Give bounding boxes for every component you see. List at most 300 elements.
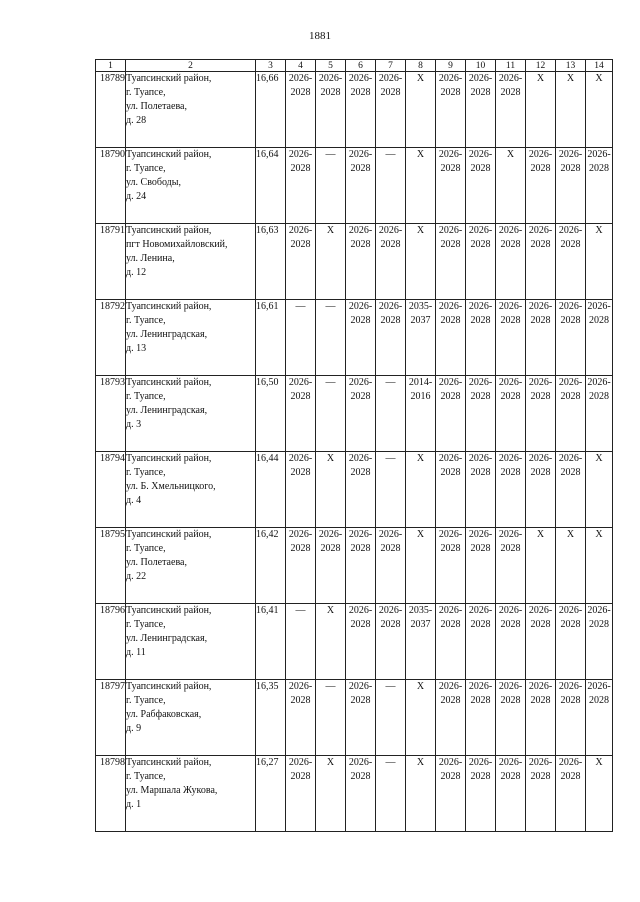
period-cell bbox=[346, 452, 376, 528]
address-line: д. 1 bbox=[126, 799, 142, 810]
period-value: 2026- 2028 bbox=[378, 73, 403, 98]
record-number: 18790 bbox=[96, 148, 126, 224]
period-value: 2026- 2028 bbox=[498, 377, 523, 402]
period-cell bbox=[466, 452, 496, 528]
period-value: 2026- 2028 bbox=[528, 225, 553, 250]
period-cell bbox=[496, 148, 526, 224]
period-value: 2026- 2028 bbox=[438, 605, 463, 630]
period-value: X bbox=[416, 529, 425, 540]
period-cell bbox=[436, 224, 466, 300]
address-line: г. Туапсе, bbox=[126, 87, 166, 98]
period-cell bbox=[556, 376, 586, 452]
period-value: X bbox=[326, 453, 335, 464]
period-value: 2026- 2028 bbox=[468, 529, 493, 554]
period-cell bbox=[286, 756, 316, 832]
period-cell bbox=[436, 72, 466, 148]
period-cell bbox=[466, 72, 496, 148]
period-value: 2026- 2028 bbox=[288, 681, 313, 706]
address-cell bbox=[126, 528, 256, 604]
period-cell bbox=[556, 528, 586, 604]
period-cell bbox=[496, 376, 526, 452]
address-line: ул. Свободы, bbox=[126, 177, 181, 188]
period-cell bbox=[316, 224, 346, 300]
period-value: 2026- 2028 bbox=[558, 453, 583, 478]
period-cell bbox=[556, 148, 586, 224]
period-value: — bbox=[325, 149, 336, 160]
period-value: 2026- 2028 bbox=[587, 377, 611, 402]
period-value: 2026- 2028 bbox=[558, 377, 583, 402]
period-cell bbox=[526, 376, 556, 452]
address-line: г. Туапсе, bbox=[126, 163, 166, 174]
address-line: д. 13 bbox=[126, 343, 147, 354]
period-value: 2026- 2028 bbox=[438, 681, 463, 706]
period-value: X bbox=[566, 73, 575, 84]
period-cell bbox=[346, 148, 376, 224]
period-cell bbox=[586, 376, 613, 452]
address-line: г. Туапсе, bbox=[126, 543, 166, 554]
period-value: 2026- 2028 bbox=[587, 149, 611, 174]
period-cell bbox=[526, 148, 556, 224]
column-header: 7 bbox=[376, 60, 406, 72]
period-value: 2026- 2028 bbox=[378, 301, 403, 326]
period-value: X bbox=[416, 225, 425, 236]
period-value: 2026- 2028 bbox=[348, 73, 373, 98]
period-value: X bbox=[595, 73, 603, 84]
period-cell bbox=[286, 224, 316, 300]
period-cell bbox=[436, 148, 466, 224]
period-cell bbox=[526, 528, 556, 604]
period-value: 2026- 2028 bbox=[498, 301, 523, 326]
period-value: 2026- 2028 bbox=[558, 225, 583, 250]
address-line: Туапсинский район, bbox=[126, 453, 212, 464]
period-cell bbox=[526, 452, 556, 528]
area-value: 16,61 bbox=[256, 300, 286, 376]
period-value: 2026- 2028 bbox=[528, 377, 553, 402]
period-cell bbox=[556, 72, 586, 148]
area-value: 16,35 bbox=[256, 680, 286, 756]
period-cell bbox=[586, 680, 613, 756]
period-value: 2026- 2028 bbox=[348, 605, 373, 630]
period-cell bbox=[316, 452, 346, 528]
period-value: 2026- 2028 bbox=[587, 301, 611, 326]
period-value: 2014- 2016 bbox=[408, 377, 433, 402]
period-cell bbox=[406, 148, 436, 224]
period-cell bbox=[526, 300, 556, 376]
period-cell bbox=[496, 224, 526, 300]
period-value: 2026- 2028 bbox=[378, 605, 403, 630]
column-header: 3 bbox=[256, 60, 286, 72]
table-row bbox=[96, 756, 613, 832]
period-value: 2026- 2028 bbox=[288, 73, 313, 98]
period-value: — bbox=[385, 757, 396, 768]
period-cell bbox=[316, 300, 346, 376]
period-cell bbox=[346, 224, 376, 300]
column-header: 8 bbox=[406, 60, 436, 72]
area-value: 16,44 bbox=[256, 452, 286, 528]
period-cell bbox=[286, 528, 316, 604]
period-value: X bbox=[416, 453, 425, 464]
period-cell bbox=[496, 300, 526, 376]
period-value: 2026- 2028 bbox=[438, 757, 463, 782]
period-cell bbox=[406, 528, 436, 604]
period-value: X bbox=[326, 225, 335, 236]
period-value: 2026- 2028 bbox=[498, 73, 523, 98]
address-cell bbox=[126, 756, 256, 832]
period-value: 2026- 2028 bbox=[498, 453, 523, 478]
period-value: 2026- 2028 bbox=[528, 757, 553, 782]
period-value: 2026- 2028 bbox=[348, 529, 373, 554]
period-value: 2026- 2028 bbox=[348, 757, 373, 782]
period-cell bbox=[586, 604, 613, 680]
period-value: 2026- 2028 bbox=[528, 605, 553, 630]
period-value: 2026- 2028 bbox=[587, 605, 611, 630]
period-cell bbox=[316, 376, 346, 452]
address-line: д. 28 bbox=[126, 115, 147, 126]
period-value: — bbox=[385, 681, 396, 692]
period-cell bbox=[406, 604, 436, 680]
column-header: 6 bbox=[346, 60, 376, 72]
period-value: 2026- 2028 bbox=[438, 377, 463, 402]
period-cell bbox=[376, 224, 406, 300]
period-cell bbox=[556, 452, 586, 528]
address-line: д. 12 bbox=[126, 267, 147, 278]
area-value: 16,41 bbox=[256, 604, 286, 680]
period-cell bbox=[436, 680, 466, 756]
address-line: ул. Рабфаковская, bbox=[126, 709, 202, 720]
period-value: 2026- 2028 bbox=[528, 149, 553, 174]
period-cell bbox=[376, 300, 406, 376]
address-line: г. Туапсе, bbox=[126, 771, 166, 782]
period-value: 2026- 2028 bbox=[468, 605, 493, 630]
period-cell bbox=[496, 452, 526, 528]
period-cell bbox=[496, 72, 526, 148]
period-cell bbox=[436, 376, 466, 452]
area-value: 16,64 bbox=[256, 148, 286, 224]
period-cell bbox=[556, 224, 586, 300]
address-line: г. Туапсе, bbox=[126, 695, 166, 706]
period-cell bbox=[286, 452, 316, 528]
period-value: 2026- 2028 bbox=[528, 453, 553, 478]
period-value: X bbox=[326, 757, 335, 768]
period-value: — bbox=[295, 301, 306, 312]
period-cell bbox=[466, 604, 496, 680]
address-cell bbox=[126, 604, 256, 680]
period-value: 2026- 2028 bbox=[468, 225, 493, 250]
period-value: 2026- 2028 bbox=[468, 73, 493, 98]
area-value: 16,66 bbox=[256, 72, 286, 148]
period-value: X bbox=[595, 453, 603, 464]
period-cell bbox=[346, 376, 376, 452]
period-value: X bbox=[566, 529, 575, 540]
address-cell bbox=[126, 224, 256, 300]
address-line: Туапсинский район, bbox=[126, 529, 212, 540]
register-table bbox=[95, 59, 613, 832]
column-header: 9 bbox=[436, 60, 466, 72]
table-row bbox=[96, 604, 613, 680]
period-value: — bbox=[325, 681, 336, 692]
period-cell bbox=[526, 680, 556, 756]
period-cell bbox=[376, 72, 406, 148]
table-row bbox=[96, 148, 613, 224]
period-cell bbox=[436, 300, 466, 376]
record-number: 18797 bbox=[96, 680, 126, 756]
address-line: Туапсинский район, bbox=[126, 301, 212, 312]
address-cell bbox=[126, 300, 256, 376]
address-line: г. Туапсе, bbox=[126, 619, 166, 630]
period-value: 2026- 2028 bbox=[468, 453, 493, 478]
period-value: X bbox=[416, 681, 425, 692]
period-value: 2026- 2028 bbox=[378, 529, 403, 554]
record-number: 18798 bbox=[96, 756, 126, 832]
table-row bbox=[96, 376, 613, 452]
address-line: Туапсинский район, bbox=[126, 757, 212, 768]
period-value: 2026- 2028 bbox=[288, 377, 313, 402]
period-value: 2026- 2028 bbox=[498, 757, 523, 782]
address-line: д. 11 bbox=[126, 647, 146, 658]
period-cell bbox=[286, 680, 316, 756]
page-number: 1881 bbox=[309, 30, 331, 42]
period-cell bbox=[286, 376, 316, 452]
period-value: — bbox=[325, 301, 336, 312]
period-cell bbox=[496, 680, 526, 756]
period-value: 2026- 2028 bbox=[587, 681, 611, 706]
period-value: — bbox=[385, 149, 396, 160]
period-value: 2026- 2028 bbox=[468, 377, 493, 402]
period-value: 2026- 2028 bbox=[438, 453, 463, 478]
period-value: 2026- 2028 bbox=[558, 605, 583, 630]
period-value: 2026- 2028 bbox=[498, 225, 523, 250]
period-value: 2026- 2028 bbox=[558, 681, 583, 706]
address-line: д. 24 bbox=[126, 191, 147, 202]
period-value: 2026- 2028 bbox=[438, 301, 463, 326]
period-value: 2026- 2028 bbox=[288, 149, 313, 174]
period-value: X bbox=[326, 605, 335, 616]
address-line: ул. Полетаева, bbox=[126, 101, 187, 112]
period-value: X bbox=[536, 73, 545, 84]
period-value: 2026- 2028 bbox=[348, 149, 373, 174]
period-value: X bbox=[416, 149, 425, 160]
period-cell bbox=[376, 528, 406, 604]
period-cell bbox=[346, 680, 376, 756]
address-line: ул. Ленина, bbox=[126, 253, 175, 264]
period-cell bbox=[316, 756, 346, 832]
period-cell bbox=[586, 148, 613, 224]
period-cell bbox=[526, 224, 556, 300]
address-line: г. Туапсе, bbox=[126, 391, 166, 402]
table-row bbox=[96, 300, 613, 376]
period-cell bbox=[376, 452, 406, 528]
period-value: 2026- 2028 bbox=[468, 301, 493, 326]
period-cell bbox=[286, 72, 316, 148]
column-header: 11 bbox=[496, 60, 526, 72]
period-cell bbox=[496, 604, 526, 680]
period-value: 2026- 2028 bbox=[318, 73, 343, 98]
period-value: X bbox=[595, 757, 603, 768]
period-value: 2026- 2028 bbox=[558, 149, 583, 174]
period-cell bbox=[376, 148, 406, 224]
area-value: 16,63 bbox=[256, 224, 286, 300]
period-cell bbox=[466, 376, 496, 452]
record-number: 18793 bbox=[96, 376, 126, 452]
column-header: 14 bbox=[586, 60, 613, 72]
address-line: ул. Ленинградская, bbox=[126, 633, 208, 644]
period-value: X bbox=[536, 529, 545, 540]
period-value: 2026- 2028 bbox=[438, 73, 463, 98]
record-number: 18791 bbox=[96, 224, 126, 300]
period-cell bbox=[586, 756, 613, 832]
period-value: 2026- 2028 bbox=[558, 301, 583, 326]
period-value: 2026- 2028 bbox=[498, 681, 523, 706]
record-number: 18792 bbox=[96, 300, 126, 376]
period-cell bbox=[556, 604, 586, 680]
address-cell bbox=[126, 452, 256, 528]
period-cell bbox=[316, 680, 346, 756]
period-cell bbox=[586, 224, 613, 300]
period-cell bbox=[316, 72, 346, 148]
period-cell bbox=[316, 148, 346, 224]
address-line: д. 9 bbox=[126, 723, 142, 734]
column-header: 10 bbox=[466, 60, 496, 72]
period-value: 2035- 2037 bbox=[408, 605, 433, 630]
column-header-row bbox=[96, 60, 613, 72]
period-cell bbox=[346, 604, 376, 680]
address-line: г. Туапсе, bbox=[126, 467, 166, 478]
period-value: 2026- 2028 bbox=[288, 529, 313, 554]
period-cell bbox=[526, 756, 556, 832]
address-cell bbox=[126, 148, 256, 224]
period-cell bbox=[406, 756, 436, 832]
period-cell bbox=[406, 300, 436, 376]
period-cell bbox=[436, 604, 466, 680]
record-number: 18796 bbox=[96, 604, 126, 680]
record-number: 18794 bbox=[96, 452, 126, 528]
period-cell bbox=[466, 756, 496, 832]
period-cell bbox=[556, 300, 586, 376]
period-cell bbox=[406, 452, 436, 528]
period-value: 2026- 2028 bbox=[558, 757, 583, 782]
period-cell bbox=[466, 528, 496, 604]
period-cell bbox=[406, 72, 436, 148]
address-cell bbox=[126, 72, 256, 148]
period-cell bbox=[286, 148, 316, 224]
address-line: пгт Новомихайловский, bbox=[126, 239, 228, 250]
address-line: Туапсинский район, bbox=[126, 225, 212, 236]
period-value: 2035- 2037 bbox=[408, 301, 433, 326]
period-value: X bbox=[595, 529, 603, 540]
period-value: — bbox=[385, 377, 396, 388]
period-value: 2026- 2028 bbox=[438, 529, 463, 554]
period-cell bbox=[526, 72, 556, 148]
period-cell bbox=[556, 680, 586, 756]
period-value: 2026- 2028 bbox=[288, 225, 313, 250]
period-cell bbox=[286, 300, 316, 376]
address-line: ул. Маршала Жукова, bbox=[126, 785, 218, 796]
period-cell bbox=[346, 300, 376, 376]
period-cell bbox=[466, 680, 496, 756]
column-header: 1 bbox=[96, 60, 126, 72]
period-cell bbox=[556, 756, 586, 832]
period-cell bbox=[316, 604, 346, 680]
address-line: ул. Ленинградская, bbox=[126, 329, 208, 340]
period-cell bbox=[376, 376, 406, 452]
period-cell bbox=[436, 452, 466, 528]
record-number: 18789 bbox=[96, 72, 126, 148]
address-line: Туапсинский район, bbox=[126, 377, 212, 388]
period-value: 2026- 2028 bbox=[348, 453, 373, 478]
period-cell bbox=[406, 376, 436, 452]
period-cell bbox=[406, 680, 436, 756]
address-cell bbox=[126, 376, 256, 452]
column-header: 4 bbox=[286, 60, 316, 72]
period-value: — bbox=[385, 453, 396, 464]
address-line: ул. Полетаева, bbox=[126, 557, 187, 568]
address-line: ул. Б. Хмельницкого, bbox=[126, 481, 216, 492]
period-value: 2026- 2028 bbox=[348, 301, 373, 326]
period-cell bbox=[526, 604, 556, 680]
address-line: д. 3 bbox=[126, 419, 142, 430]
period-cell bbox=[316, 528, 346, 604]
period-cell bbox=[406, 224, 436, 300]
period-cell bbox=[466, 300, 496, 376]
period-cell bbox=[496, 756, 526, 832]
address-line: д. 22 bbox=[126, 571, 147, 582]
period-value: 2026- 2028 bbox=[438, 225, 463, 250]
area-value: 16,50 bbox=[256, 376, 286, 452]
period-cell bbox=[466, 224, 496, 300]
period-value: 2026- 2028 bbox=[468, 681, 493, 706]
table-row bbox=[96, 72, 613, 148]
period-value: 2026- 2028 bbox=[318, 529, 343, 554]
table-row bbox=[96, 224, 613, 300]
column-header: 13 bbox=[556, 60, 586, 72]
period-cell bbox=[436, 756, 466, 832]
record-number: 18795 bbox=[96, 528, 126, 604]
period-cell bbox=[286, 604, 316, 680]
period-value: 2026- 2028 bbox=[288, 453, 313, 478]
area-value: 16,27 bbox=[256, 756, 286, 832]
period-value: — bbox=[325, 377, 336, 388]
column-header: 2 bbox=[126, 60, 256, 72]
column-header: 12 bbox=[526, 60, 556, 72]
period-value: — bbox=[295, 605, 306, 616]
address-line: Туапсинский район, bbox=[126, 681, 212, 692]
address-cell bbox=[126, 680, 256, 756]
address-line: Туапсинский район, bbox=[126, 149, 212, 160]
period-cell bbox=[586, 72, 613, 148]
period-value: 2026- 2028 bbox=[438, 149, 463, 174]
period-cell bbox=[346, 756, 376, 832]
table-row bbox=[96, 680, 613, 756]
period-cell bbox=[586, 452, 613, 528]
period-cell bbox=[496, 528, 526, 604]
period-value: 2026- 2028 bbox=[468, 757, 493, 782]
address-line: г. Туапсе, bbox=[126, 315, 166, 326]
period-cell bbox=[436, 528, 466, 604]
period-value: 2026- 2028 bbox=[528, 681, 553, 706]
period-value: 2026- 2028 bbox=[348, 377, 373, 402]
period-value: X bbox=[416, 757, 425, 768]
period-cell bbox=[376, 604, 406, 680]
period-cell bbox=[586, 300, 613, 376]
period-cell bbox=[376, 756, 406, 832]
address-line: д. 4 bbox=[126, 495, 142, 506]
period-value: 2026- 2028 bbox=[348, 225, 373, 250]
table-row bbox=[96, 452, 613, 528]
period-value: X bbox=[595, 225, 603, 236]
period-value: 2026- 2028 bbox=[348, 681, 373, 706]
table-row bbox=[96, 528, 613, 604]
period-cell bbox=[586, 528, 613, 604]
